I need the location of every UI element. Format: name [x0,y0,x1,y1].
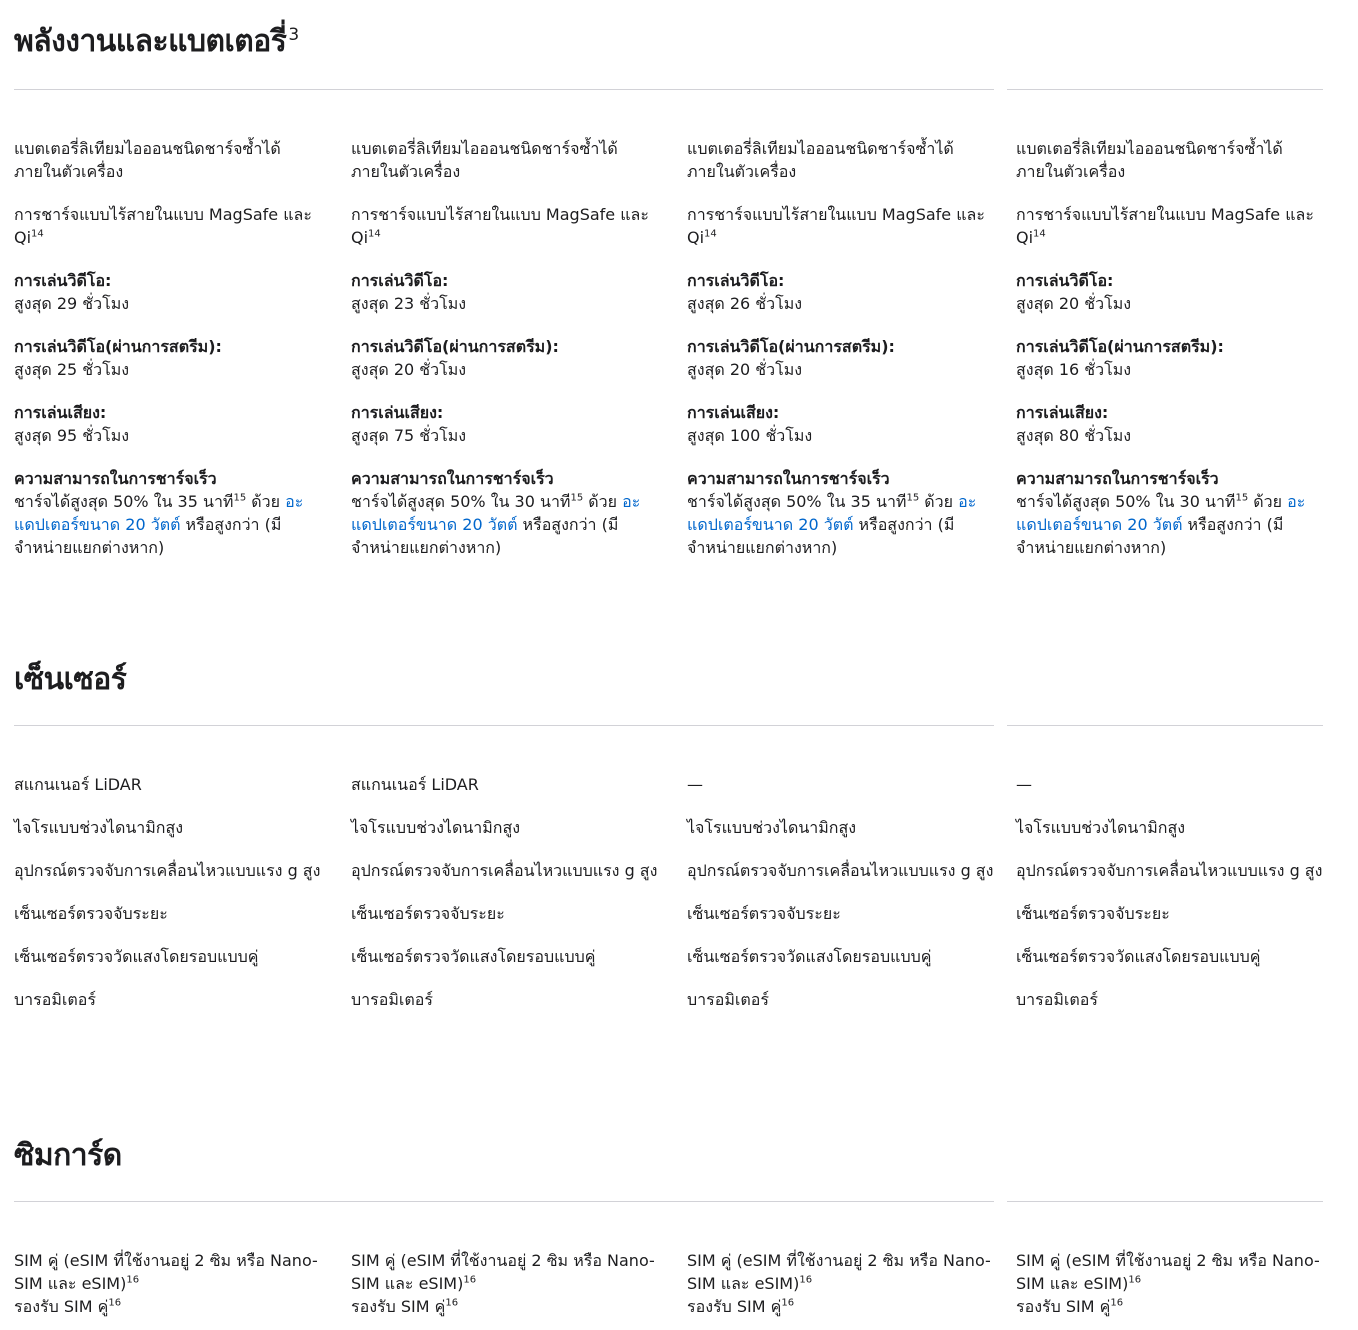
barometer: บารอมิเตอร์ [14,990,96,1009]
lidar-scanner: — [687,775,703,794]
power-section-title [14,22,299,62]
wireless-charging-text: การชาร์จแบบไร้สายในแบบ MagSafe และ Qi [687,205,985,247]
fast-charge-footnote[interactable]: 15 [1235,492,1249,504]
power-title-text: พลังงานและแบตเตอรี่ [14,24,287,59]
wireless-charging [687,203,997,249]
video-playback-value: สูงสุด 23 ชั่วโมง [351,294,467,313]
proximity-sensor: เซ็นเซอร์ตรวจจับระยะ [1016,904,1170,923]
video-playback-label: การเล่นวิดีโอ: [1016,271,1114,290]
fast-charge [14,467,324,559]
video-playback [687,269,997,315]
sensors-divider-right [1007,725,1323,726]
proximity-sensor: เซ็นเซอร์ตรวจจับระยะ [687,904,841,923]
adapter-link[interactable]: อะแดปเตอร์ขนาด 20 วัตต์ [351,492,641,534]
gyroscope: ไจโรแบบช่วงไดนามิกสูง [1016,818,1186,837]
dual-sim-footnote[interactable]: 16 [1128,1274,1142,1286]
dual-sim-text: SIM คู่ (eSIM ที่ใช้งานอยู่ 2 ซิม หรือ Nano-SIM และ eSIM) [351,1251,655,1293]
dual-sim-support-footnote[interactable]: 16 [781,1297,795,1309]
wireless-footnote[interactable]: 14 [704,228,717,240]
audio-playback [351,401,661,447]
sim-column-4 [1016,1249,1326,1318]
wireless-charging-text: การชาร์จแบบไร้สายในแบบ MagSafe และ Qi [14,205,312,247]
sim-info [687,1249,997,1318]
audio-playback [14,401,324,447]
video-playback-value: สูงสุด 26 ชั่วโมง [687,294,803,313]
video-playback-label: การเล่นวิดีโอ: [687,271,785,290]
sensors-column-2 [351,773,661,1031]
video-streaming-value: สูงสุด 25 ชั่วโมง [14,360,130,379]
fast-charge [351,467,661,559]
ambient-light-sensor: เซ็นเซอร์ตรวจวัดแสงโดยรอบแบบคู่ [351,947,596,966]
fast-charge-footnote[interactable]: 15 [906,492,920,504]
dual-sim-footnote[interactable]: 16 [126,1274,140,1286]
dual-sim-support-footnote[interactable]: 16 [108,1297,122,1309]
wireless-charging-text: การชาร์จแบบไร้สายในแบบ MagSafe และ Qi [1016,205,1314,247]
audio-playback [687,401,997,447]
dual-sim-text: SIM คู่ (eSIM ที่ใช้งานอยู่ 2 ซิม หรือ Nano-SIM และ eSIM) [1016,1251,1320,1293]
video-streaming [14,335,324,381]
sim-column-3 [687,1249,997,1318]
wireless-footnote[interactable]: 14 [31,228,44,240]
dual-sim-footnote[interactable]: 16 [799,1274,813,1286]
fast-charge-with: ด้วย [919,492,954,511]
sim-info [1016,1249,1326,1318]
audio-playback-value: สูงสุด 80 ชั่วโมง [1016,426,1132,445]
video-streaming-label: การเล่นวิดีโอ(ผ่านการสตรีม): [351,337,559,356]
fast-charge-note: หรือสูงกว่า (มีจำหน่ายแยกต่างหาก) [687,515,955,557]
accelerometer: อุปกรณ์ตรวจจับการเคลื่อนไหวแบบแรง g สูง [351,861,658,880]
video-playback [14,269,324,315]
fast-charge-label: ความสามารถในการชาร์จเร็ว [14,469,217,488]
video-playback-label: การเล่นวิดีโอ: [351,271,449,290]
lidar-scanner: — [1016,775,1032,794]
fast-charge-label: ความสามารถในการชาร์จเร็ว [687,469,890,488]
battery-type: แบตเตอรี่ลิเทียมไอออนชนิดชาร์จซ้ำได้ภายในตัวเครื่อง [1016,139,1283,181]
proximity-sensor: เซ็นเซอร์ตรวจจับระยะ [351,904,505,923]
wireless-charging-text: การชาร์จแบบไร้สายในแบบ MagSafe และ Qi [351,205,649,247]
sensors-section-title: เซ็นเซอร์ [14,662,127,697]
video-playback-value: สูงสุด 29 ชั่วโมง [14,294,130,313]
fast-charge-text: ชาร์จได้สูงสุด 50% ใน 35 นาที [14,492,234,511]
dual-sim-support: รองรับ SIM คู่ [687,1297,782,1316]
sensors-column-1 [14,773,324,1031]
audio-playback-label: การเล่นเสียง: [687,403,780,422]
ambient-light-sensor: เซ็นเซอร์ตรวจวัดแสงโดยรอบแบบคู่ [687,947,932,966]
fast-charge-label: ความสามารถในการชาร์จเร็ว [351,469,554,488]
gyroscope: ไจโรแบบช่วงไดนามิกสูง [351,818,521,837]
fast-charge-note: หรือสูงกว่า (มีจำหน่ายแยกต่างหาก) [1016,515,1284,557]
video-streaming [351,335,661,381]
wireless-charging [351,203,661,249]
lidar-scanner: สแกนเนอร์ LiDAR [14,775,142,794]
barometer: บารอมิเตอร์ [351,990,433,1009]
power-title-footnote[interactable]: 3 [288,25,299,45]
fast-charge-note: หรือสูงกว่า (มีจำหน่ายแยกต่างหาก) [351,515,619,557]
audio-playback [1016,401,1326,447]
fast-charge-with: ด้วย [1248,492,1283,511]
audio-playback-value: สูงสุด 100 ชั่วโมง [687,426,813,445]
sim-section-title: ซิมการ์ด [14,1138,122,1173]
video-streaming-value: สูงสุด 20 ชั่วโมง [351,360,467,379]
fast-charge-note: หรือสูงกว่า (มีจำหน่ายแยกต่างหาก) [14,515,282,557]
dual-sim-text: SIM คู่ (eSIM ที่ใช้งานอยู่ 2 ซิม หรือ Nano-SIM และ eSIM) [14,1251,318,1293]
proximity-sensor: เซ็นเซอร์ตรวจจับระยะ [14,904,168,923]
dual-sim-support: รองรับ SIM คู่ [351,1297,446,1316]
adapter-link[interactable]: อะแดปเตอร์ขนาด 20 วัตต์ [14,492,304,534]
adapter-link[interactable]: อะแดปเตอร์ขนาด 20 วัตต์ [687,492,977,534]
battery-type: แบตเตอรี่ลิเทียมไอออนชนิดชาร์จซ้ำได้ภายในตัวเครื่อง [687,139,954,181]
video-playback [351,269,661,315]
wireless-charging [1016,203,1326,249]
video-streaming [687,335,997,381]
video-streaming-label: การเล่นวิดีโอ(ผ่านการสตรีม): [14,337,222,356]
fast-charge-label: ความสามารถในการชาร์จเร็ว [1016,469,1219,488]
power-column-3 [687,137,997,579]
fast-charge-footnote[interactable]: 15 [570,492,584,504]
wireless-charging [14,203,324,249]
sim-divider-right [1007,1201,1323,1202]
ambient-light-sensor: เซ็นเซอร์ตรวจวัดแสงโดยรอบแบบคู่ [14,947,259,966]
fast-charge-text: ชาร์จได้สูงสุด 50% ใน 30 นาที [351,492,571,511]
power-column-4 [1016,137,1326,579]
accelerometer: อุปกรณ์ตรวจจับการเคลื่อนไหวแบบแรง g สูง [14,861,321,880]
audio-playback-label: การเล่นเสียง: [14,403,107,422]
wireless-footnote[interactable]: 14 [368,228,381,240]
dual-sim-support: รองรับ SIM คู่ [1016,1297,1111,1316]
sim-divider-left [14,1201,994,1202]
wireless-footnote[interactable]: 14 [1033,228,1046,240]
sensors-column-3 [687,773,997,1031]
video-streaming-value: สูงสุด 20 ชั่วโมง [687,360,803,379]
gyroscope: ไจโรแบบช่วงไดนามิกสูง [687,818,857,837]
fast-charge-with: ด้วย [246,492,281,511]
sensors-column-4 [1016,773,1326,1031]
video-playback [1016,269,1326,315]
ambient-light-sensor: เซ็นเซอร์ตรวจวัดแสงโดยรอบแบบคู่ [1016,947,1261,966]
power-divider-left [14,89,994,90]
sim-column-1 [14,1249,324,1318]
fast-charge [1016,467,1326,559]
fast-charge-text: ชาร์จได้สูงสุด 50% ใน 30 นาที [1016,492,1236,511]
video-streaming-label: การเล่นวิดีโอ(ผ่านการสตรีม): [687,337,895,356]
fast-charge-text: ชาร์จได้สูงสุด 50% ใน 35 นาที [687,492,907,511]
dual-sim-text: SIM คู่ (eSIM ที่ใช้งานอยู่ 2 ซิม หรือ Nano-SIM และ eSIM) [687,1251,991,1293]
dual-sim-support-footnote[interactable]: 16 [1110,1297,1124,1309]
battery-type: แบตเตอรี่ลิเทียมไอออนชนิดชาร์จซ้ำได้ภายในตัวเครื่อง [351,139,618,181]
sensors-divider-left [14,725,994,726]
audio-playback-value: สูงสุด 75 ชั่วโมง [351,426,467,445]
power-column-2 [351,137,661,579]
battery-type: แบตเตอรี่ลิเทียมไอออนชนิดชาร์จซ้ำได้ภายในตัวเครื่อง [14,139,281,181]
dual-sim-support-footnote[interactable]: 16 [445,1297,459,1309]
video-streaming [1016,335,1326,381]
sim-info [351,1249,661,1318]
audio-playback-label: การเล่นเสียง: [351,403,444,422]
video-playback-label: การเล่นวิดีโอ: [14,271,112,290]
gyroscope: ไจโรแบบช่วงไดนามิกสูง [14,818,184,837]
fast-charge [687,467,997,559]
video-streaming-label: การเล่นวิดีโอ(ผ่านการสตรีม): [1016,337,1224,356]
power-column-1 [14,137,324,579]
adapter-link[interactable]: อะแดปเตอร์ขนาด 20 วัตต์ [1016,492,1306,534]
video-playback-value: สูงสุด 20 ชั่วโมง [1016,294,1132,313]
fast-charge-with: ด้วย [583,492,618,511]
barometer: บารอมิเตอร์ [687,990,769,1009]
audio-playback-label: การเล่นเสียง: [1016,403,1109,422]
barometer: บารอมิเตอร์ [1016,990,1098,1009]
fast-charge-footnote[interactable]: 15 [233,492,247,504]
accelerometer: อุปกรณ์ตรวจจับการเคลื่อนไหวแบบแรง g สูง [1016,861,1323,880]
dual-sim-footnote[interactable]: 16 [463,1274,477,1286]
power-divider-right [1007,89,1323,90]
lidar-scanner: สแกนเนอร์ LiDAR [351,775,479,794]
dual-sim-support: รองรับ SIM คู่ [14,1297,109,1316]
sim-info [14,1249,324,1318]
accelerometer: อุปกรณ์ตรวจจับการเคลื่อนไหวแบบแรง g สูง [687,861,994,880]
audio-playback-value: สูงสุด 95 ชั่วโมง [14,426,130,445]
video-streaming-value: สูงสุด 16 ชั่วโมง [1016,360,1132,379]
sim-column-2 [351,1249,661,1318]
